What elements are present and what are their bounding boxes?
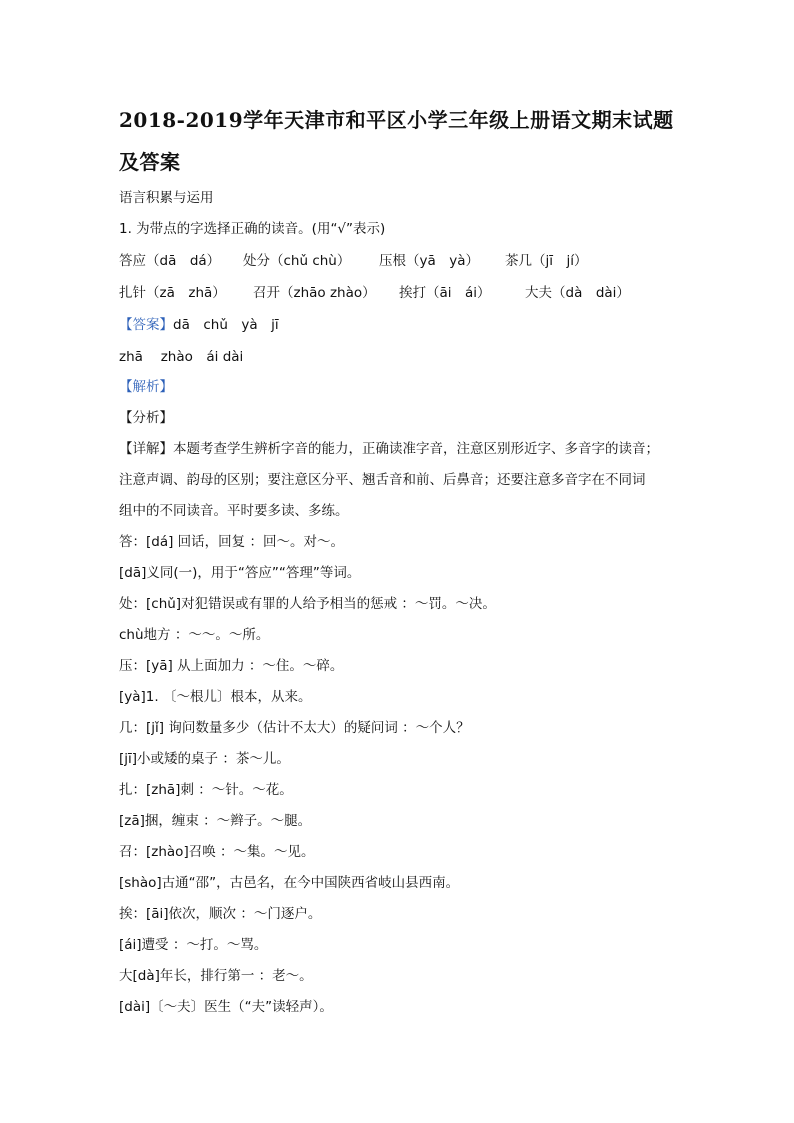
answer-label: 【答案】 (119, 317, 173, 333)
detail-line-3: 组中的不同读音。平时要多读、多练。 (119, 503, 349, 519)
option-item: 茶几（jī jí） (505, 253, 588, 269)
explanation-line: [dā]义同(一)，用于“答应”“答理”等词。 (119, 565, 361, 581)
explanation-line: 答：[dá] 回话，回复 ：回～。对～。 (119, 534, 344, 550)
explanation-line: [yà]1. 〔～根儿〕根本，从来。 (119, 689, 312, 705)
explanation-line: chù地方 ：～～。～所。 (119, 627, 270, 643)
option-item: 召开（zhāo zhào） (253, 285, 376, 301)
answer-line-2: zhā zhào ái dài (119, 349, 244, 365)
detail-label: 【详解】 (119, 441, 173, 457)
section-heading: 语言积累与运用 (119, 190, 214, 206)
option-item: 扎针（zā zhā） (119, 285, 226, 301)
question-text: 1. 为带点的字选择正确的读音。(用“√”表示) (119, 221, 386, 237)
option-item: 处分（chǔ chù） (243, 253, 351, 269)
document-title-line-1: 2018-2019学年天津市和平区小学三年级上册语文期末试题 (119, 108, 674, 132)
fenxi-label: 【分析】 (119, 410, 173, 426)
explanation-line: 大[dà]年长，排行第一 ：老～。 (119, 968, 313, 984)
detail-line-2: 注意声调、韵母的区别；要注意区分平、翘舌音和前、后鼻音；还要注意多音字在不同词 (119, 472, 646, 488)
answer-text: dā chǔ yà jī (173, 317, 279, 333)
option-item: 大夫（dà dài） (525, 285, 630, 301)
detail-line-1 (119, 437, 689, 457)
explanation-line: 挨：[āi]依次，顺次 ：～门逐户。 (119, 906, 322, 922)
options-row-2 (119, 281, 689, 301)
answer-line-1 (119, 313, 689, 333)
analysis-label: 【解析】 (119, 379, 173, 395)
option-item: 挨打（āi ái） (399, 285, 491, 301)
explanation-line: [jī]小或矮的桌子 ：茶～儿。 (119, 751, 290, 767)
explanation-line: [ái]遭受 ：～打。～骂。 (119, 937, 268, 953)
explanation-line: [shào]古通“邵”，古邑名，在今中国陕西省岐山县西南。 (119, 875, 460, 891)
options-row-1 (119, 249, 689, 269)
detail-text: 本题考查学生辨析字音的能力，正确读准字音，注意区别形近字、多音字的读音； (173, 441, 659, 457)
option-item: 压根（yā yà） (379, 253, 480, 269)
explanation-line: 扎：[zhā]刺 ：～针。～花。 (119, 782, 293, 798)
explanation-line: 召：[zhào]召唤 ：～集。～见。 (119, 844, 315, 860)
explanation-line: [dài]〔～夫〕医生（“夫”读轻声）。 (119, 999, 333, 1015)
explanation-line: 处：[chǔ]对犯错误或有罪的人给予相当的惩戒 ：～罚。～决。 (119, 596, 496, 612)
document-title-line-2: 及答案 (119, 150, 181, 174)
explanation-line: [zā]捆，缠束 ：～辫子。～腿。 (119, 813, 312, 829)
explanation-line: 压：[yā] 从上面加力 ：～住。～碎。 (119, 658, 344, 674)
explanation-line: 几：[jǐ] 询问数量多少（估计不太大）的疑问词 ：～个人？ (119, 720, 470, 736)
option-item: 答应（dā dá） (119, 253, 221, 269)
